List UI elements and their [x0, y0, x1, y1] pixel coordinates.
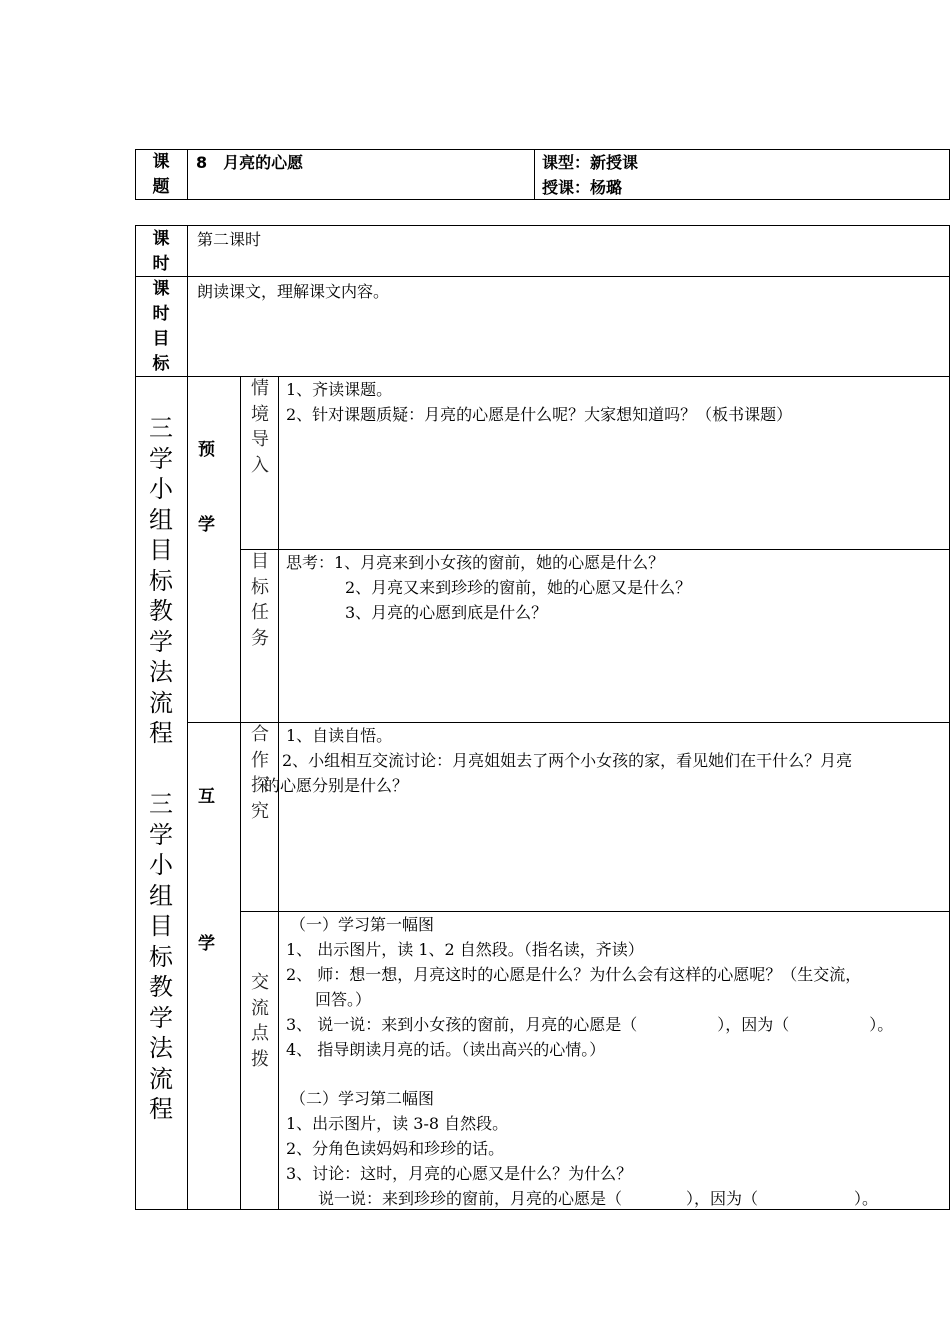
objective-label: 课时目标 — [152, 279, 170, 374]
section-label-qingjing: 情境导入 — [251, 378, 269, 476]
jiaoliu-line-5: 3、 说一说：来到小女孩的窗前，月亮的心愿是（ ），因为（ ）。 — [286, 1015, 894, 1034]
mubiao-line-1: 思考：1、月亮来到小女孩的窗前，她的心愿是什么？ — [286, 553, 665, 572]
jiaoliu-line-1: （一）学习第一幅图 — [290, 915, 435, 934]
qingjing-line-1: 1、齐读课题。 — [286, 380, 393, 399]
flow-label-bottom: 三学小组目标教学法流程 — [149, 790, 173, 1123]
jiaoliu-line-8: 1、出示图片，读 3-8 自然段。 — [286, 1114, 509, 1133]
section-label-jiaoliu: 交流点拨 — [251, 972, 269, 1070]
jiaoliu-line-2: 1、 出示图片，读 1、2 自然段。（指名读，齐读） — [286, 940, 644, 959]
stage-xue-2: 学 — [198, 934, 215, 954]
jiaoliu-line-6: 4、 指导朗读月亮的话。（读出高兴的心情。） — [286, 1040, 606, 1059]
stage-hu: 互 — [198, 787, 215, 807]
jiaoliu-line-7: （二）学习第二幅图 — [290, 1089, 435, 1108]
lesson-type: 课型：新授课 — [542, 153, 639, 172]
mubiao-line-2: 2、月亮又来到珍珍的窗前，她的心愿又是什么？ — [345, 578, 692, 597]
mubiao-line-3: 3、月亮的心愿到底是什么？ — [345, 603, 548, 622]
period-label: 课时 — [152, 229, 170, 274]
hezuo-line-3: 的心愿分别是什么？ — [264, 776, 409, 795]
section-label-hezuo: 合作探究 — [251, 724, 269, 822]
period-value: 第二课时 — [197, 230, 262, 249]
section-label-mubiao: 目标任务 — [251, 551, 269, 649]
stage-xue-1: 学 — [198, 515, 215, 535]
lesson-title: 8 月亮的心愿 — [196, 153, 304, 172]
stage-yu: 预 — [198, 440, 215, 460]
flow-label-top: 三学小组目标教学法流程 — [149, 414, 173, 747]
jiaoliu-line-4: 回答。） — [315, 990, 372, 1009]
jiaoliu-line-10: 3、讨论：这时，月亮的心愿又是什么？为什么？ — [286, 1164, 633, 1183]
objective-value: 朗读课文，理解课文内容。 — [197, 282, 390, 301]
jiaoliu-line-11: 说一说：来到珍珍的窗前，月亮的心愿是（ ），因为（ ）。 — [318, 1189, 879, 1208]
header-label: 课题 — [152, 152, 170, 197]
jiaoliu-line-3: 2、 师：想一想，月亮这时的心愿是什么？为什么会有这样的心愿呢？（生交流， — [286, 965, 862, 984]
qingjing-line-2: 2、针对课题质疑：月亮的心愿是什么呢？大家想知道吗？（板书课题） — [286, 405, 793, 424]
lesson-teacher: 授课：杨璐 — [542, 178, 623, 197]
hezuo-line-1: 1、自读自悟。 — [286, 726, 393, 745]
jiaoliu-line-9: 2、分角色读妈妈和珍珍的话。 — [286, 1139, 505, 1158]
hezuo-line-2: 2、小组相互交流讨论：月亮姐姐去了两个小女孩的家，看见她们在干什么？月亮 — [282, 751, 853, 770]
